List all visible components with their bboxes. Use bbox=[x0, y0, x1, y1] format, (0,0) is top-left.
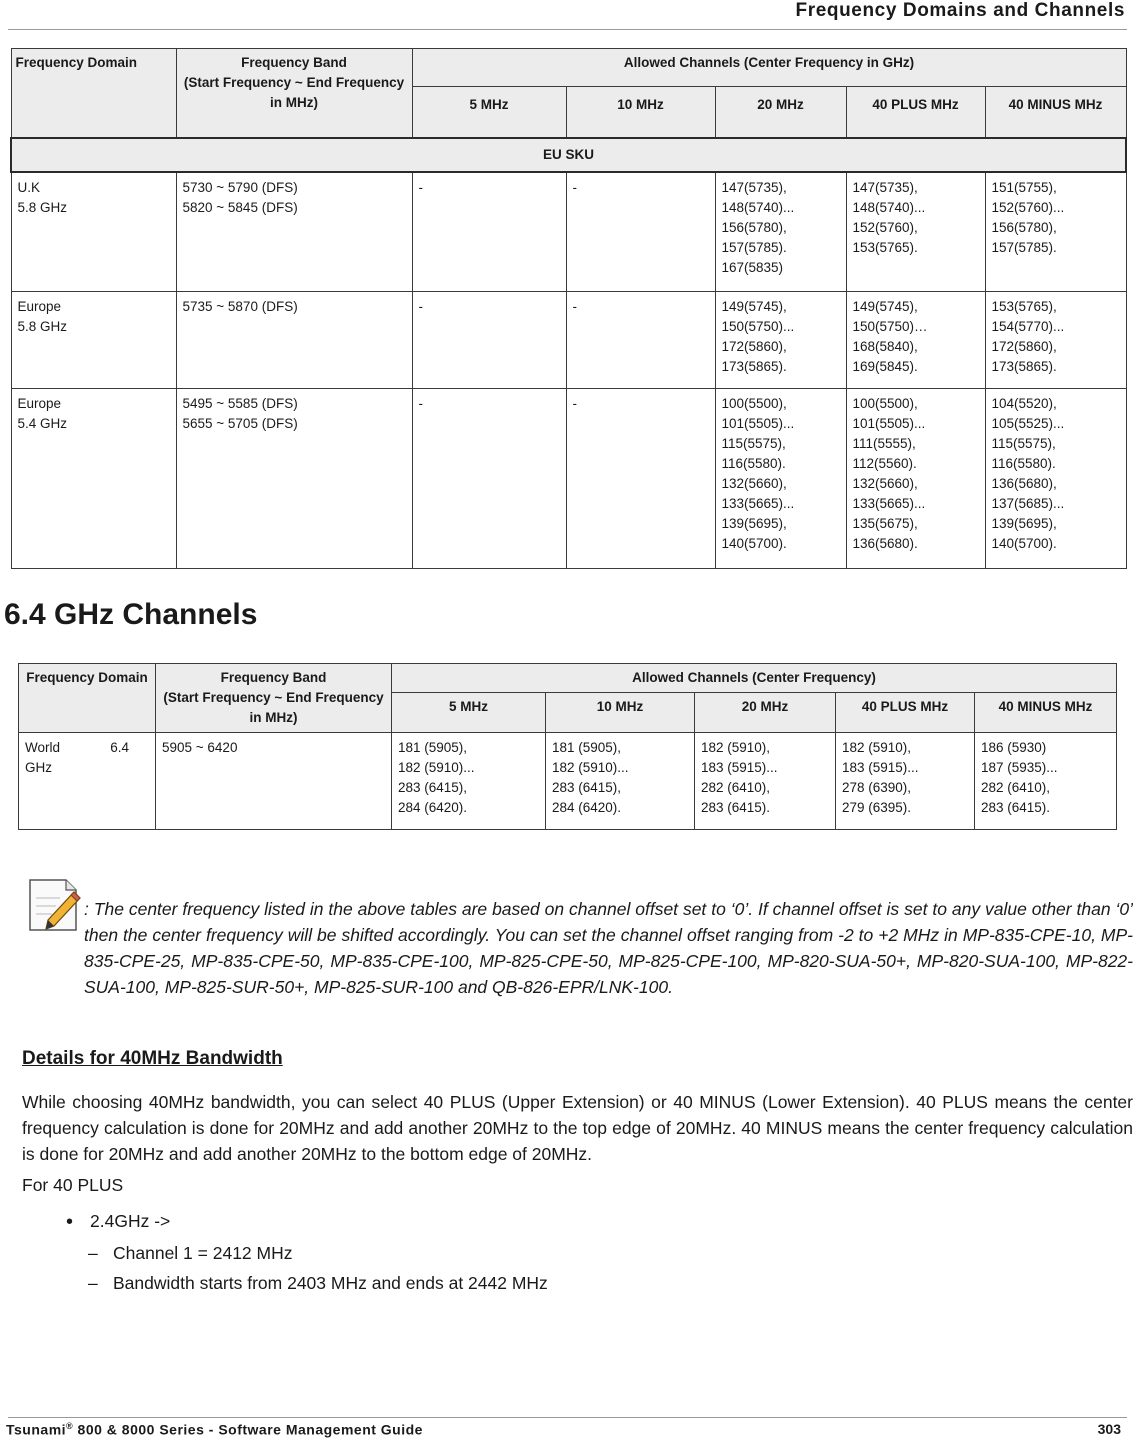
cell-40plus-line: 168(5840), bbox=[852, 339, 918, 354]
cell-40minus-line: 282 (6410), bbox=[981, 780, 1051, 795]
cell-40plus-line: 135(5675), bbox=[852, 516, 918, 531]
details-paragraph: While choosing 40MHz bandwidth, you can select 40 PLUS (Upper Extension) or 40 MINUS (Lower Extension). 40 PLUS means the center frequency calculation is done for 20MHz and add another 20MHz to the top edge of 20MHz. 40 MINUS means the center frequency calculation is done for 20MHz and add another 20MHz to the bottom edge of 20MHz. bbox=[22, 1092, 1133, 1164]
eu-sku-channel-table bbox=[10, 48, 1127, 569]
table-row bbox=[11, 292, 1126, 389]
col-header-band-line1: Frequency Band bbox=[241, 55, 347, 70]
col-header-20mhz: 20 MHz bbox=[715, 87, 846, 138]
cell-20mhz-line: 147(5735), bbox=[721, 179, 787, 195]
cell-20mhz-line: 167(5835) bbox=[721, 259, 784, 275]
cell-20mhz-line: 282 (6410), bbox=[701, 780, 771, 795]
cell-40minus-line: 157(5785). bbox=[991, 239, 1057, 255]
cell-20mhz-line: 116(5580). bbox=[721, 456, 786, 471]
cell-40minus-line: 187 (5935)... bbox=[981, 760, 1058, 775]
cell-frequency-domain-line: 6.4 bbox=[110, 740, 129, 755]
cell-20mhz bbox=[715, 292, 846, 389]
footer-brand: Tsunami bbox=[6, 1421, 67, 1438]
cell-20mhz-line: 140(5700). bbox=[721, 536, 787, 551]
cell-frequency-band-line: 5820 ~ 5845 (DFS) bbox=[182, 199, 298, 215]
cell-frequency-domain bbox=[11, 172, 176, 292]
cell-frequency-band-line: 5495 ~ 5585 (DFS) bbox=[182, 396, 298, 411]
col-header-band-line2: (Start Frequency ~ End Frequency in MHz) bbox=[163, 690, 384, 725]
cell-5mhz-line: 283 (6415), bbox=[398, 780, 468, 795]
sub-item bbox=[88, 1273, 548, 1294]
for-40-plus-label: For 40 PLUS bbox=[22, 1175, 124, 1195]
cell-40minus-line: 137(5685)... bbox=[991, 496, 1065, 511]
cell-frequency-domain-line: 5.4 GHz bbox=[17, 416, 68, 431]
cell-frequency-domain-line: World bbox=[25, 740, 61, 755]
cell-frequency-band: 5905 ~ 6420 bbox=[156, 733, 392, 830]
cell-40plus-line: 152(5760), bbox=[852, 219, 918, 235]
cell-frequency-domain bbox=[19, 733, 156, 830]
col-header-40minus: 40 MINUS MHz bbox=[985, 87, 1126, 138]
cell-40minus-line: 186 (5930) bbox=[981, 740, 1047, 755]
cell-40minus-line: 105(5525)... bbox=[991, 416, 1065, 431]
cell-frequency-domain-line: GHz bbox=[25, 760, 52, 775]
cell-20mhz bbox=[715, 172, 846, 292]
cell-40minus-line: 152(5760)... bbox=[991, 199, 1065, 215]
cell-40plus bbox=[846, 172, 985, 292]
cell-40plus-line: 136(5680). bbox=[852, 536, 918, 551]
col-header-5mhz: 5 MHz bbox=[412, 87, 566, 138]
cell-40plus-line: 101(5505)... bbox=[852, 416, 926, 431]
6ghz-channel-table bbox=[18, 663, 1117, 830]
cell-40minus-line: 154(5770)... bbox=[991, 319, 1065, 334]
cell-5mhz: - bbox=[412, 389, 566, 569]
cell-40plus-line: 150(5750)… bbox=[852, 319, 928, 334]
cell-10mhz-line: 182 (5910)... bbox=[552, 760, 629, 775]
cell-5mhz-line: 181 (5905), bbox=[398, 740, 468, 755]
cell-40plus-line: 148(5740)... bbox=[852, 199, 926, 215]
cell-10mhz-line: 284 (6420). bbox=[552, 800, 622, 815]
col-header-40plus: 40 PLUS MHz bbox=[846, 87, 985, 138]
sub-item-text: Channel 1 = 2412 MHz bbox=[113, 1243, 293, 1263]
col-header-5mhz: 5 MHz bbox=[392, 693, 546, 733]
cell-frequency-band-line: 5730 ~ 5790 (DFS) bbox=[182, 179, 298, 195]
registered-mark: ® bbox=[66, 1421, 74, 1431]
cell-40minus-line: 156(5780), bbox=[991, 219, 1057, 235]
cell-40plus-line: 147(5735), bbox=[852, 179, 918, 195]
col-header-10mhz: 10 MHz bbox=[566, 87, 715, 138]
cell-20mhz-line: 139(5695), bbox=[721, 516, 787, 531]
col-header-20mhz: 20 MHz bbox=[695, 693, 836, 733]
cell-5mhz: - bbox=[412, 292, 566, 389]
cell-40minus-line: 140(5700). bbox=[991, 536, 1057, 551]
footer-title bbox=[6, 1421, 423, 1438]
cell-frequency-band-line: 5735 ~ 5870 (DFS) bbox=[182, 299, 298, 314]
cell-40plus-line: 100(5500), bbox=[852, 396, 918, 411]
col-header-band-line2: (Start Frequency ~ End Frequency in MHz) bbox=[183, 75, 405, 110]
cell-40minus-line: 283 (6415). bbox=[981, 800, 1051, 815]
details-heading: Details for 40MHz Bandwidth bbox=[22, 1048, 283, 1069]
pencil-note-icon bbox=[26, 874, 82, 936]
page-number: 303 bbox=[1097, 1421, 1121, 1437]
bullet-dot-icon: • bbox=[66, 1211, 74, 1233]
cell-40plus-line: 278 (6390), bbox=[842, 780, 912, 795]
cell-20mhz-line: 115(5575), bbox=[721, 436, 786, 451]
cell-40minus bbox=[985, 292, 1126, 389]
cell-5mhz-line: 182 (5910)... bbox=[398, 760, 475, 775]
cell-40plus-line: 182 (5910), bbox=[842, 740, 912, 755]
cell-10mhz: - bbox=[566, 292, 715, 389]
sub-item-text: Bandwidth starts from 2403 MHz and ends at 2442 MHz bbox=[113, 1273, 548, 1293]
cell-frequency-domain-line: U.K bbox=[17, 179, 41, 195]
cell-40minus-line: 172(5860), bbox=[991, 339, 1057, 354]
col-header-band-line1: Frequency Band bbox=[220, 670, 327, 685]
cell-5mhz: - bbox=[412, 172, 566, 292]
cell-40plus-line: 149(5745), bbox=[852, 299, 918, 314]
col-header-allowed-channels: Allowed Channels (Center Frequency in GHz) bbox=[412, 49, 1126, 87]
cell-20mhz-line: 133(5665)... bbox=[721, 496, 795, 511]
cell-40minus-line: 139(5695), bbox=[991, 516, 1057, 531]
cell-40plus-line: 112(5560). bbox=[852, 456, 917, 471]
cell-frequency-band bbox=[176, 172, 412, 292]
cell-20mhz-line: 132(5660), bbox=[721, 476, 787, 491]
sub-item bbox=[88, 1243, 293, 1264]
section-title: 6.4 GHz Channels bbox=[4, 598, 258, 631]
cell-40plus-line: 132(5660), bbox=[852, 476, 918, 491]
dash-icon: – bbox=[88, 1273, 98, 1293]
table-row bbox=[19, 733, 1117, 830]
cell-40plus-line: 183 (5915)... bbox=[842, 760, 919, 775]
cell-frequency-domain bbox=[11, 389, 176, 569]
cell-frequency-domain-line: Europe bbox=[17, 299, 62, 314]
cell-frequency-domain-line: Europe bbox=[17, 396, 62, 411]
cell-frequency-band bbox=[176, 389, 412, 569]
col-header-allowed-channels: Allowed Channels (Center Frequency) bbox=[392, 664, 1117, 693]
cell-20mhz-line: 100(5500), bbox=[721, 396, 787, 411]
cell-40plus-line: 133(5665)... bbox=[852, 496, 926, 511]
cell-40minus-line: 153(5765), bbox=[991, 299, 1057, 314]
header-divider bbox=[8, 29, 1127, 30]
col-header-frequency-domain: Frequency Domain bbox=[19, 664, 156, 733]
dash-icon: – bbox=[88, 1243, 98, 1263]
cell-5mhz bbox=[392, 733, 546, 830]
cell-40minus bbox=[975, 733, 1117, 830]
col-header-frequency-band bbox=[176, 49, 412, 138]
cell-20mhz-line: 173(5865). bbox=[721, 359, 787, 374]
cell-20mhz-line: 149(5745), bbox=[721, 299, 787, 314]
cell-frequency-band bbox=[176, 292, 412, 389]
cell-5mhz-line: 284 (6420). bbox=[398, 800, 468, 815]
cell-frequency-domain bbox=[11, 292, 176, 389]
cell-40plus-line: 169(5845). bbox=[852, 359, 918, 374]
cell-40minus-line: 116(5580). bbox=[991, 456, 1056, 471]
cell-40plus-line: 279 (6395). bbox=[842, 800, 912, 815]
col-header-frequency-band bbox=[156, 664, 392, 733]
bullet-text: 2.4GHz -> bbox=[90, 1211, 171, 1231]
cell-20mhz-line: 150(5750)... bbox=[721, 319, 795, 334]
table-row bbox=[11, 389, 1126, 569]
page-header-title: Frequency Domains and Channels bbox=[795, 0, 1125, 21]
table-row bbox=[11, 172, 1126, 292]
cell-40plus bbox=[846, 292, 985, 389]
cell-40minus-line: 173(5865). bbox=[991, 359, 1057, 374]
col-header-40minus: 40 MINUS MHz bbox=[975, 693, 1117, 733]
cell-frequency-band-line: 5655 ~ 5705 (DFS) bbox=[182, 416, 298, 431]
cell-40plus bbox=[836, 733, 975, 830]
col-header-40plus: 40 PLUS MHz bbox=[836, 693, 975, 733]
cell-10mhz: - bbox=[566, 389, 715, 569]
footer-guide-title: 800 & 8000 Series - Software Management Guide bbox=[73, 1421, 423, 1438]
cell-20mhz-line: 157(5785). bbox=[721, 239, 787, 255]
cell-20mhz-line: 183 (5915)... bbox=[701, 760, 778, 775]
channel-offset-note: : The center frequency listed in the above tables are based on channel offset set to ‘0’. If channel offset is set to any value other than ‘0’ then the center frequency will be shifted accordingly. You can set the channel offset ranging from -2 to +2 MHz in MP-835-CPE-10, MP-835-CPE-25, MP-835-CPE-50, MP-835-CPE-100, MP-825-CPE-50, MP-825-CPE-100, MP-820-SUA-50+, MP-820-SUA-100, MP-822-SUA-100, MP-825-SUR-50+, MP-825-SUR-100 and QB-826-EPR/LNK-100. bbox=[84, 899, 1133, 997]
col-header-10mhz: 10 MHz bbox=[546, 693, 695, 733]
cell-20mhz-line: 148(5740)... bbox=[721, 199, 795, 215]
cell-20mhz-line: 156(5780), bbox=[721, 219, 787, 235]
cell-10mhz: - bbox=[566, 172, 715, 292]
cell-10mhz-line: 283 (6415), bbox=[552, 780, 622, 795]
cell-40minus-line: 115(5575), bbox=[991, 436, 1056, 451]
col-header-frequency-domain: Frequency Domain bbox=[11, 49, 176, 138]
cell-40minus-line: 104(5520), bbox=[991, 396, 1057, 411]
cell-40minus-line: 136(5680), bbox=[991, 476, 1057, 491]
cell-40plus-line: 153(5765). bbox=[852, 239, 918, 255]
cell-20mhz-line: 283 (6415). bbox=[701, 800, 771, 815]
sku-label: EU SKU bbox=[11, 138, 1126, 172]
cell-40minus bbox=[985, 389, 1126, 569]
cell-20mhz-line: 101(5505)... bbox=[721, 416, 795, 431]
cell-frequency-domain-line: 5.8 GHz bbox=[17, 319, 68, 334]
cell-20mhz bbox=[715, 389, 846, 569]
cell-40plus-line: 111(5555), bbox=[852, 436, 916, 451]
cell-40plus bbox=[846, 389, 985, 569]
cell-10mhz bbox=[546, 733, 695, 830]
cell-40minus-line: 151(5755), bbox=[991, 179, 1057, 195]
cell-40minus bbox=[985, 172, 1126, 292]
cell-10mhz-line: 181 (5905), bbox=[552, 740, 622, 755]
cell-20mhz bbox=[695, 733, 836, 830]
cell-frequency-domain-line: 5.8 GHz bbox=[17, 199, 68, 215]
cell-20mhz-line: 182 (5910), bbox=[701, 740, 771, 755]
cell-20mhz-line: 172(5860), bbox=[721, 339, 787, 354]
footer-divider bbox=[8, 1417, 1127, 1418]
